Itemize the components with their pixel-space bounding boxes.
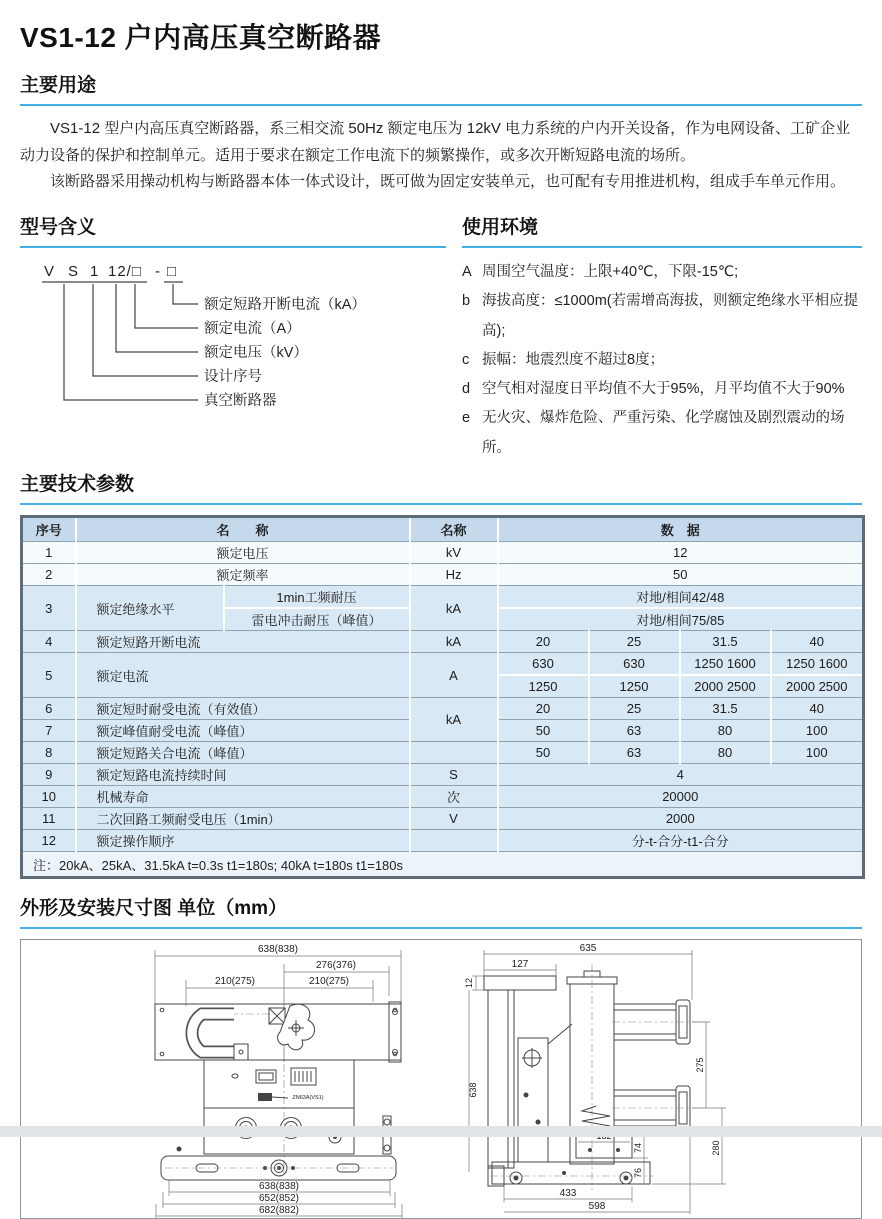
table-row [22, 542, 864, 564]
dim-cap-width: 127 [511, 959, 529, 971]
cell-value: 2000 [498, 808, 864, 830]
cell-no: 7 [22, 720, 76, 742]
dim-right-span: 210(275) [308, 976, 350, 988]
table-row [22, 631, 864, 653]
cell-name: 额定短路电流持续时间 [76, 764, 410, 786]
cell-no: 2 [22, 564, 76, 586]
model-environment-row [20, 212, 862, 463]
usage-paragraph-2: 该断路器采用操动机构与断路器本体一体式设计，既可做为固定安装单元，也可配有专用推进机构，组成手车单元作用。 [50, 173, 846, 191]
table-note-row [22, 852, 864, 878]
cell-value: 80 [680, 742, 771, 764]
col-header-unit: 名称 [410, 517, 498, 542]
cell-unit: kA [410, 698, 498, 742]
cell-value: 50 [498, 720, 589, 742]
front-plate [488, 990, 514, 1168]
cell-no: 5 [22, 653, 76, 698]
model-code-1: 1 [90, 263, 100, 281]
cell-no: 4 [22, 631, 76, 653]
dim-total-width: 635 [579, 943, 597, 955]
table-row [22, 653, 864, 676]
dim-mech-width: 276(376) [315, 960, 357, 972]
col-header-no: 序号 [22, 517, 76, 542]
env-item-text: 空气相对湿度日平均值不大于95%，月平均值不大于90% [482, 381, 845, 398]
model-code-diagram [20, 258, 442, 416]
env-item-key: b [462, 293, 471, 310]
model-code-s: S [68, 263, 80, 281]
environment-heading: 使用环境 [462, 212, 862, 248]
table-row [22, 764, 864, 786]
section-parameters [20, 469, 862, 879]
cell-value: 4 [498, 764, 864, 786]
parameters-heading: 主要技术参数 [20, 469, 862, 505]
parameters-table [20, 515, 865, 879]
cell-subname: 雷电冲击耐压（峰值） [224, 608, 410, 631]
env-item-c [462, 346, 862, 375]
cell-value: 630 [589, 653, 680, 676]
cell-value: 20 [498, 631, 589, 653]
table-row [22, 786, 864, 808]
table-row [22, 564, 864, 586]
table-note: 注：20kA、25kA、31.5kA t=0.3s t1=180s; 40kA t=180s t1=180s [22, 852, 864, 878]
cell-value: 20000 [498, 786, 864, 808]
env-item-d [462, 375, 862, 404]
env-item-key: e [462, 410, 471, 427]
env-item-key: d [462, 381, 471, 398]
cell-unit [410, 742, 498, 764]
table-row [22, 830, 864, 852]
base-rail [492, 1162, 650, 1184]
env-item-e [462, 404, 862, 463]
table-header-row [22, 517, 864, 542]
model-label-vacuum-breaker: 真空断路器 [204, 393, 277, 410]
cell-value: 25 [589, 631, 680, 653]
env-item-text: 振幅：地震烈度不超过8度； [482, 351, 665, 368]
cell-value: 1250 [498, 675, 589, 698]
cell-no: 10 [22, 786, 76, 808]
cell-name: 额定绝缘水平 [76, 586, 224, 631]
cell-no: 11 [22, 808, 76, 830]
cell-subname: 1min工频耐压 [224, 586, 410, 609]
env-item-text: 周围空气温度：上限+40℃，下限-15℃; [482, 264, 739, 281]
cell-no: 1 [22, 542, 76, 564]
cell-name: 额定短路开断电流 [76, 631, 410, 653]
dim-box-height: 74 [633, 1143, 643, 1154]
cell-name: 额定操作顺序 [76, 830, 410, 852]
cell-unit: V [410, 808, 498, 830]
panel-nameplate: ZN63A(VS1) [292, 1095, 324, 1102]
cell-unit: 次 [410, 786, 498, 808]
front-view-drawing [138, 940, 438, 1218]
cell-value: 2000 2500 [680, 675, 771, 698]
cell-name: 额定短路关合电流（峰值） [76, 742, 410, 764]
dim-base-height: 76 [633, 1168, 643, 1179]
section-dimensions [20, 893, 862, 1219]
model-code-v: V [44, 263, 56, 281]
top-cap [484, 976, 556, 990]
dim-pole-spacing: 275 [695, 1057, 705, 1073]
dim-base-width3: 682(882) [258, 1205, 300, 1217]
env-item-key: A [462, 264, 472, 281]
cell-value: 2000 2500 [771, 675, 864, 698]
cell-unit [410, 830, 498, 852]
cell-name: 额定电流 [76, 653, 410, 698]
dim-total-depth: 598 [588, 1201, 606, 1213]
usage-paragraph-1: VS1-12 型户内高压真空断路器，系三相交流 50Hz 额定电压为 12kV 电力系统的户内开关设备，作为电网设备、工矿企业动力设备的保护和控制单元。适用于要求在额定工作电流下的频繁操作，或多次开断短路电流的场所。 [20, 120, 851, 164]
dimensions-heading: 外形及安装尺寸图 单位（mm） [20, 893, 862, 929]
cell-no: 12 [22, 830, 76, 852]
cell-value: 40 [771, 631, 864, 653]
cell-no: 8 [22, 742, 76, 764]
cell-value: 12 [498, 542, 864, 564]
front-panel [204, 1060, 354, 1154]
cell-value: 31.5 [680, 698, 771, 720]
section-usage [20, 70, 862, 196]
cell-value: 100 [771, 742, 864, 764]
cell-name: 额定短时耐受电流（有效值） [76, 698, 410, 720]
model-code-box: □ [167, 263, 178, 281]
dim-base-width1: 638(838) [258, 1181, 300, 1193]
cell-value: 1250 [589, 675, 680, 698]
dim-lower-height: 280 [711, 1140, 721, 1156]
cell-unit: kA [410, 586, 498, 631]
dim-left-span: 210(275) [214, 976, 256, 988]
model-label-breaking-current: 额定短路开断电流（kA） [204, 297, 366, 314]
cell-name: 二次回路工频耐受电压（1min） [76, 808, 410, 830]
page-title: VS1-12 户内高压真空断路器 [20, 22, 382, 53]
cell-value: 25 [589, 698, 680, 720]
col-header-name: 名 称 [76, 517, 410, 542]
model-label-rated-current: 额定电流（A） [204, 321, 301, 338]
cell-unit: S [410, 764, 498, 786]
model-code-mid: 12/□ [108, 263, 142, 281]
section-model [20, 212, 446, 463]
cell-no: 6 [22, 698, 76, 720]
cell-value: 对地/相间75/85 [498, 608, 864, 631]
cell-unit: Hz [410, 564, 498, 586]
table-row [22, 586, 864, 609]
env-item-text: 海拔高度：≤1000m(若需增高海拔，则额定绝缘水平相应提高); [482, 293, 859, 339]
cell-value: 31.5 [680, 631, 771, 653]
cell-value: 分-t-合分-t1-合分 [498, 830, 864, 852]
side-view-drawing [464, 940, 744, 1218]
section-environment [462, 212, 862, 463]
table-row [22, 808, 864, 830]
cell-value: 80 [680, 720, 771, 742]
cell-no: 3 [22, 586, 76, 631]
dim-base-width2: 652(852) [258, 1193, 300, 1205]
usage-heading: 主要用途 [20, 70, 862, 106]
mechanism-housing [518, 1038, 548, 1162]
cell-name: 额定电压 [76, 542, 410, 564]
cell-value: 1250 1600 [771, 653, 864, 676]
dimension-drawings-box [20, 939, 862, 1219]
cell-value: 50 [498, 564, 864, 586]
dim-top-width: 638(838) [257, 944, 299, 956]
cell-value: 50 [498, 742, 589, 764]
cell-unit: kV [410, 542, 498, 564]
cell-value: 630 [498, 653, 589, 676]
cell-no: 9 [22, 764, 76, 786]
cell-unit: A [410, 653, 498, 698]
cell-name: 机械寿命 [76, 786, 410, 808]
model-code-dash: - [155, 263, 161, 281]
cell-name: 额定峰值耐受电流（峰值） [76, 720, 410, 742]
env-item-key: c [462, 351, 470, 368]
model-label-rated-voltage: 额定电压（kV） [204, 345, 308, 362]
cell-value: 63 [589, 720, 680, 742]
dim-base-span: 433 [559, 1188, 577, 1200]
cell-value: 20 [498, 698, 589, 720]
cell-value: 63 [589, 742, 680, 764]
cell-name: 额定频率 [76, 564, 410, 586]
table-row [22, 698, 864, 720]
dim-body-height: 638 [468, 1082, 478, 1098]
cell-unit: kA [410, 631, 498, 653]
cell-value: 40 [771, 698, 864, 720]
cell-value: 100 [771, 720, 864, 742]
table-row [22, 742, 864, 764]
page-bottom-strip [0, 1126, 882, 1137]
env-item-a [462, 258, 862, 287]
dim-cap-height: 12 [464, 978, 474, 989]
environment-list [462, 258, 862, 463]
col-header-data: 数 据 [498, 517, 864, 542]
cell-value: 1250 1600 [680, 653, 771, 676]
cell-value: 对地/相间42/48 [498, 586, 864, 609]
env-item-b [462, 287, 862, 346]
env-item-text: 无火灾、爆炸危险、严重污染、化学腐蚀及剧烈震动的场所。 [482, 410, 845, 456]
model-label-design-serial: 设计序号 [204, 369, 262, 386]
model-heading: 型号含义 [20, 212, 446, 248]
